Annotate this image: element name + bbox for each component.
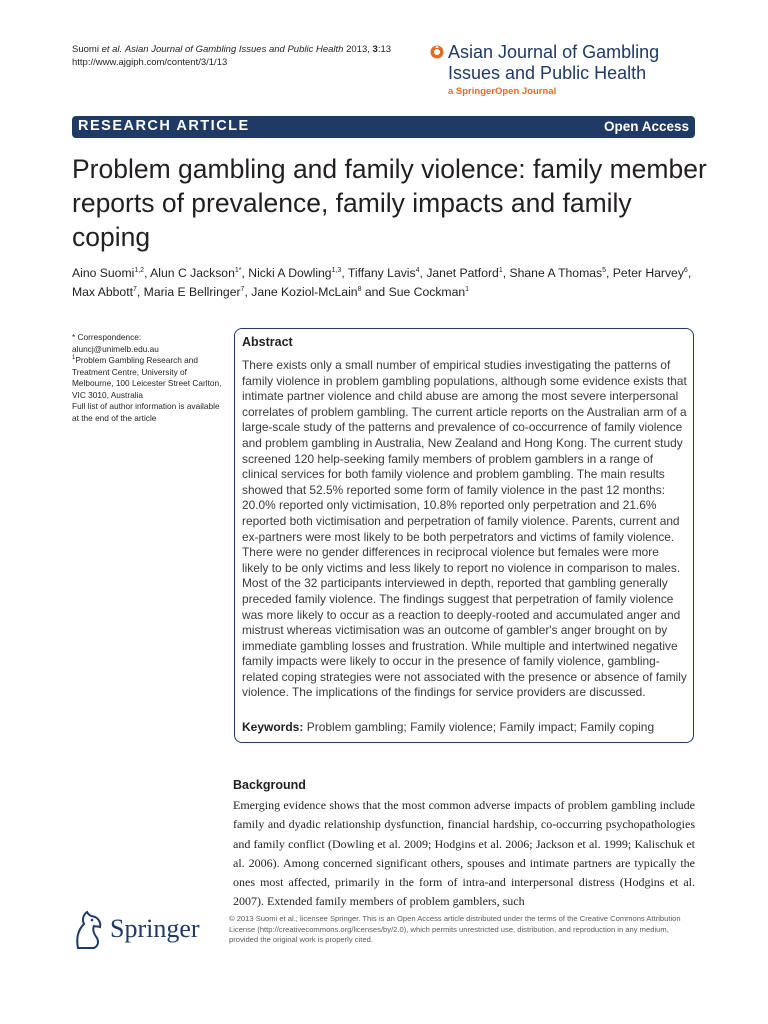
author: [613, 266, 688, 280]
author-affiliation: 5: [602, 266, 607, 274]
citation-line: Suomi et al. Asian Journal of Gambling Issues and Public Health 2013, 3:13: [72, 44, 392, 55]
author-affiliation: 6: [683, 266, 688, 274]
author-affiliation: 1: [465, 285, 470, 293]
author: [150, 266, 241, 280]
author: [426, 266, 502, 280]
author-affiliation: 7: [240, 285, 245, 293]
background-heading: Background: [233, 778, 306, 792]
author-name: Tiffany Lavis: [347, 266, 416, 280]
article-type-banner: [72, 116, 695, 138]
springer-horse-icon: [70, 908, 106, 952]
article-type-label: RESEARCH ARTICLE: [78, 118, 250, 134]
author-affiliation: 1: [498, 266, 503, 274]
open-access-label: Open Access: [603, 119, 689, 134]
abstract-box: [234, 328, 694, 743]
license-text: © 2013 Suomi et al.; licensee Springer. This is an Open Access article distributed under the terms of the Creative Commons Attribution License (http://creativecommons.org/licenses/by/2.0), which permits unrestricted use, distribution, and reproduction in any medium, provided the original work is properly cited.: [229, 914, 681, 944]
article-url[interactable]: http://www.ajgiph.com/content/3/1/13: [72, 57, 228, 68]
author-and: and: [361, 285, 389, 299]
keywords: Keywords: Problem gambling; Family violence; Family impact; Family coping: [242, 720, 655, 734]
author: [144, 285, 245, 299]
author: [248, 266, 341, 280]
author-info-note: Full list of author information is available at the end of the article: [72, 401, 220, 423]
author-affiliation: 1,2: [134, 266, 145, 274]
author-name: Shane A Thomas: [509, 266, 603, 280]
author: [510, 266, 607, 280]
abstract-heading: Abstract: [242, 335, 293, 349]
affiliation-1: $^1$Problem Gambling Research and Treatment Centre, University of Melbourne, 100 Leicester Street Carlton, VIC 3010, Australia: [72, 355, 222, 400]
journal-subtitle: a SpringerOpen Journal: [448, 86, 557, 97]
author: [72, 285, 137, 299]
author-name: Sue Cockman: [388, 285, 466, 299]
author-affiliation: 7: [132, 285, 137, 293]
correspondence-note: [72, 332, 222, 424]
author-name: Alun C Jackson: [150, 266, 235, 280]
author: [251, 285, 361, 299]
author-name: Jane Koziol-McLain: [251, 285, 358, 299]
publisher-name: Springer: [110, 914, 200, 943]
author-name: Peter Harvey: [612, 266, 684, 280]
springeropen-icon: [430, 45, 444, 59]
author-name: Aino Suomi: [72, 266, 135, 280]
author-list: Aino Suomi$^{1,2}$, Alun C Jackson$^{1*}$, Nicki A Dowling$^{1,3}$, Tiffany Lavis$^4$, Janet Patford$^1$, Shane A Thomas$^5$, Peter Harvey$^6$, Max Abbott$^7$, Maria E Bellringer$^7$, Jane Koziol-McLain$^8$ and Sue Cockman$^1$: [72, 266, 692, 299]
author-name: Nicki A Dowling: [248, 266, 332, 280]
author-affiliation: 8: [357, 285, 362, 293]
author: [72, 266, 144, 280]
author: [348, 266, 420, 280]
article-title: Problem gambling and family violence: family member reports of prevalence, family impacts and family coping: [72, 154, 707, 252]
springer-logo: [70, 908, 220, 952]
citation-header: [72, 43, 391, 69]
abstract-text: There exists only a small number of empirical studies investigating the patterns of family violence in problem gambling populations, although some evidence exists that intimate partner violence and child abuse are among the most severe interpersonal correlates of problem gambling. The current article reports on the Australian arm of a large-scale study of the patterns and prevalence of co-occurrence of family violence and problem gambling in Australia, New Zealand and Hong Kong. The current study screened 120 help-seeking family members of problem gamblers in a range of clinical services for both family violence and problem gambling. The main results showed that 52.5% reported some form of family violence in the past 12 months: 20.0% reported only victimisation, 10.8% reported only perpetration and 21.6% reported both victimisation and perpetration of family violence. Parents, current and ex-partners were most likely to be both perpetrators and victims of family violence. There were no gender differences in reciprocal violence but females were more likely to be only victims and less likely to report no violence in comparison to males. Most of the 32 participants interviewed in depth, reported that gambling generally preceded family violence. The findings suggest that perpetration of family violence was more likely to occur as a reaction to deeply-rooted and accumulated anger and mistrust whereas victimisation was an outcome of gambler's anger brought on by immediate gambling losses and frustration. While multiple and intertwined negative family impacts were likely to occur in the presence of family violence, gambling-related coping strategies were not associated with the presence or absence of family violence. The implications of the findings for service providers are discussed.: [242, 358, 687, 700]
correspondence-email[interactable]: * Correspondence: aluncj@unimelb.edu.au: [72, 332, 159, 354]
author-affiliation: 1,3: [331, 266, 342, 274]
author-name: Janet Patford: [426, 266, 499, 280]
author-affiliation: 4: [415, 266, 420, 274]
author-name: Max Abbott: [72, 285, 133, 299]
journal-name: Asian Journal of Gambling Issues and Public Health: [448, 42, 660, 83]
author: [389, 285, 469, 299]
author-affiliation: 1*: [234, 266, 242, 274]
background-text: Emerging evidence shows that the most common adverse impacts of problem gambling include family and dyadic relationship dysfunction, financial hardship, co-occurring psychopathologies and family conflict (Dowling et al. 2009; Hodgins et al. 2006; Jackson et al. 1999; Kalischuk et al. 2006). Among concerned significant others, spouses and intimate partners are typically the ones most affected, primarily in the form of intra-and interpersonal distress (Hodgins et al. 2007). Extended family members of problem gamblers, such: [233, 798, 695, 909]
author-name: Maria E Bellringer: [143, 285, 241, 299]
